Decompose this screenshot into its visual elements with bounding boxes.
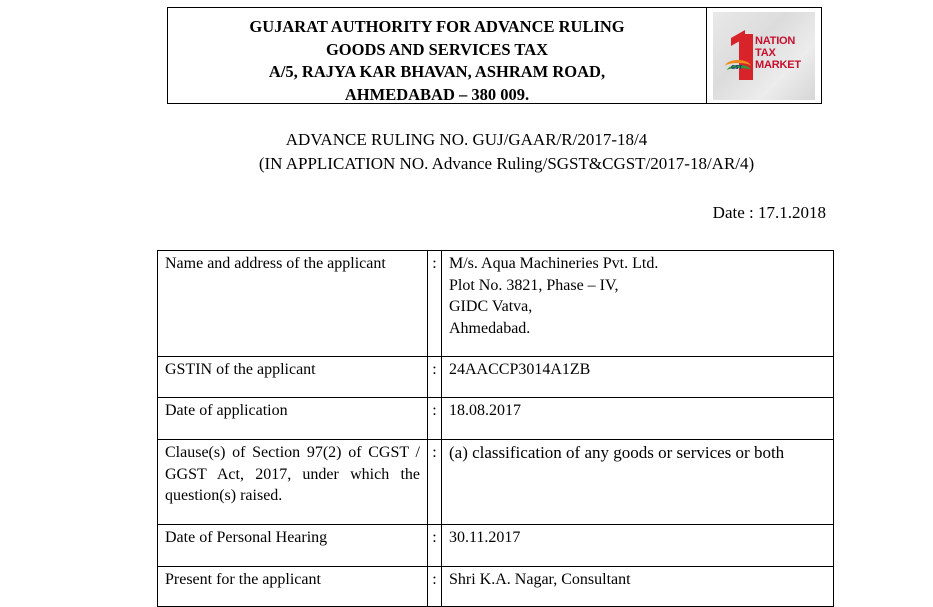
logo-gst-badge: GST xyxy=(731,65,743,71)
logo-word-market: MARKET xyxy=(755,59,801,71)
row-label: Present for the applicant xyxy=(158,567,428,607)
table-row xyxy=(158,357,834,398)
row-separator: : xyxy=(428,525,442,567)
table-row xyxy=(158,440,834,525)
logo-word-nation: NATION xyxy=(755,35,796,47)
row-label: Date of Personal Hearing xyxy=(158,525,428,567)
authority-address-line1: A/5, RAJYA KAR BHAVAN, ASHRAM ROAD, xyxy=(268,62,606,81)
row-separator: : xyxy=(428,251,442,357)
authority-header-text xyxy=(168,8,707,103)
logo-cell xyxy=(707,8,821,103)
row-value: Shri K.A. Nagar, Consultant xyxy=(442,567,834,607)
table-row xyxy=(158,251,834,357)
row-value: 24AACCP3014A1ZB xyxy=(442,357,834,398)
row-value: 18.08.2017 xyxy=(442,398,834,440)
row-value: 30.11.2017 xyxy=(442,525,834,567)
logo-word-tax: TAX xyxy=(755,47,776,59)
table-row xyxy=(158,567,834,607)
row-separator: : xyxy=(428,440,442,525)
authority-name: GUJARAT AUTHORITY FOR ADVANCE RULING xyxy=(249,17,625,36)
row-separator: : xyxy=(428,357,442,398)
row-label: GSTIN of the applicant xyxy=(158,357,428,398)
authority-address-line2: AHMEDABAD – 380 009. xyxy=(344,84,530,104)
row-separator: : xyxy=(428,398,442,440)
authority-header-box xyxy=(167,7,822,104)
row-separator: : xyxy=(428,567,442,607)
authority-subtitle: GOODS AND SERVICES TAX xyxy=(325,39,549,59)
table-row xyxy=(158,398,834,440)
row-label: Clause(s) of Section 97(2) of CGST / GGST Act, 2017, under which the question(s) raised. xyxy=(158,440,428,525)
table-row xyxy=(158,525,834,567)
row-value: M/s. Aqua Machineries Pvt. Ltd. Plot No. 3821, Phase – IV, GIDC Vatva, Ahmedabad. xyxy=(442,251,834,357)
ruling-number: ADVANCE RULING NO. GUJ/GAAR/R/2017-18/4 xyxy=(285,130,648,149)
ruling-date: Date : 17.1.2018 xyxy=(712,203,826,222)
row-value: (a) classification of any goods or services or both xyxy=(442,440,834,525)
application-number: (IN APPLICATION NO. Advance Ruling/SGST&CGST/2017-18/AR/4) xyxy=(258,154,755,173)
row-label: Name and address of the applicant xyxy=(158,251,428,357)
nation-tax-market-logo-icon xyxy=(713,12,815,100)
row-label: Date of application xyxy=(158,398,428,440)
applicant-details-table xyxy=(157,250,834,607)
